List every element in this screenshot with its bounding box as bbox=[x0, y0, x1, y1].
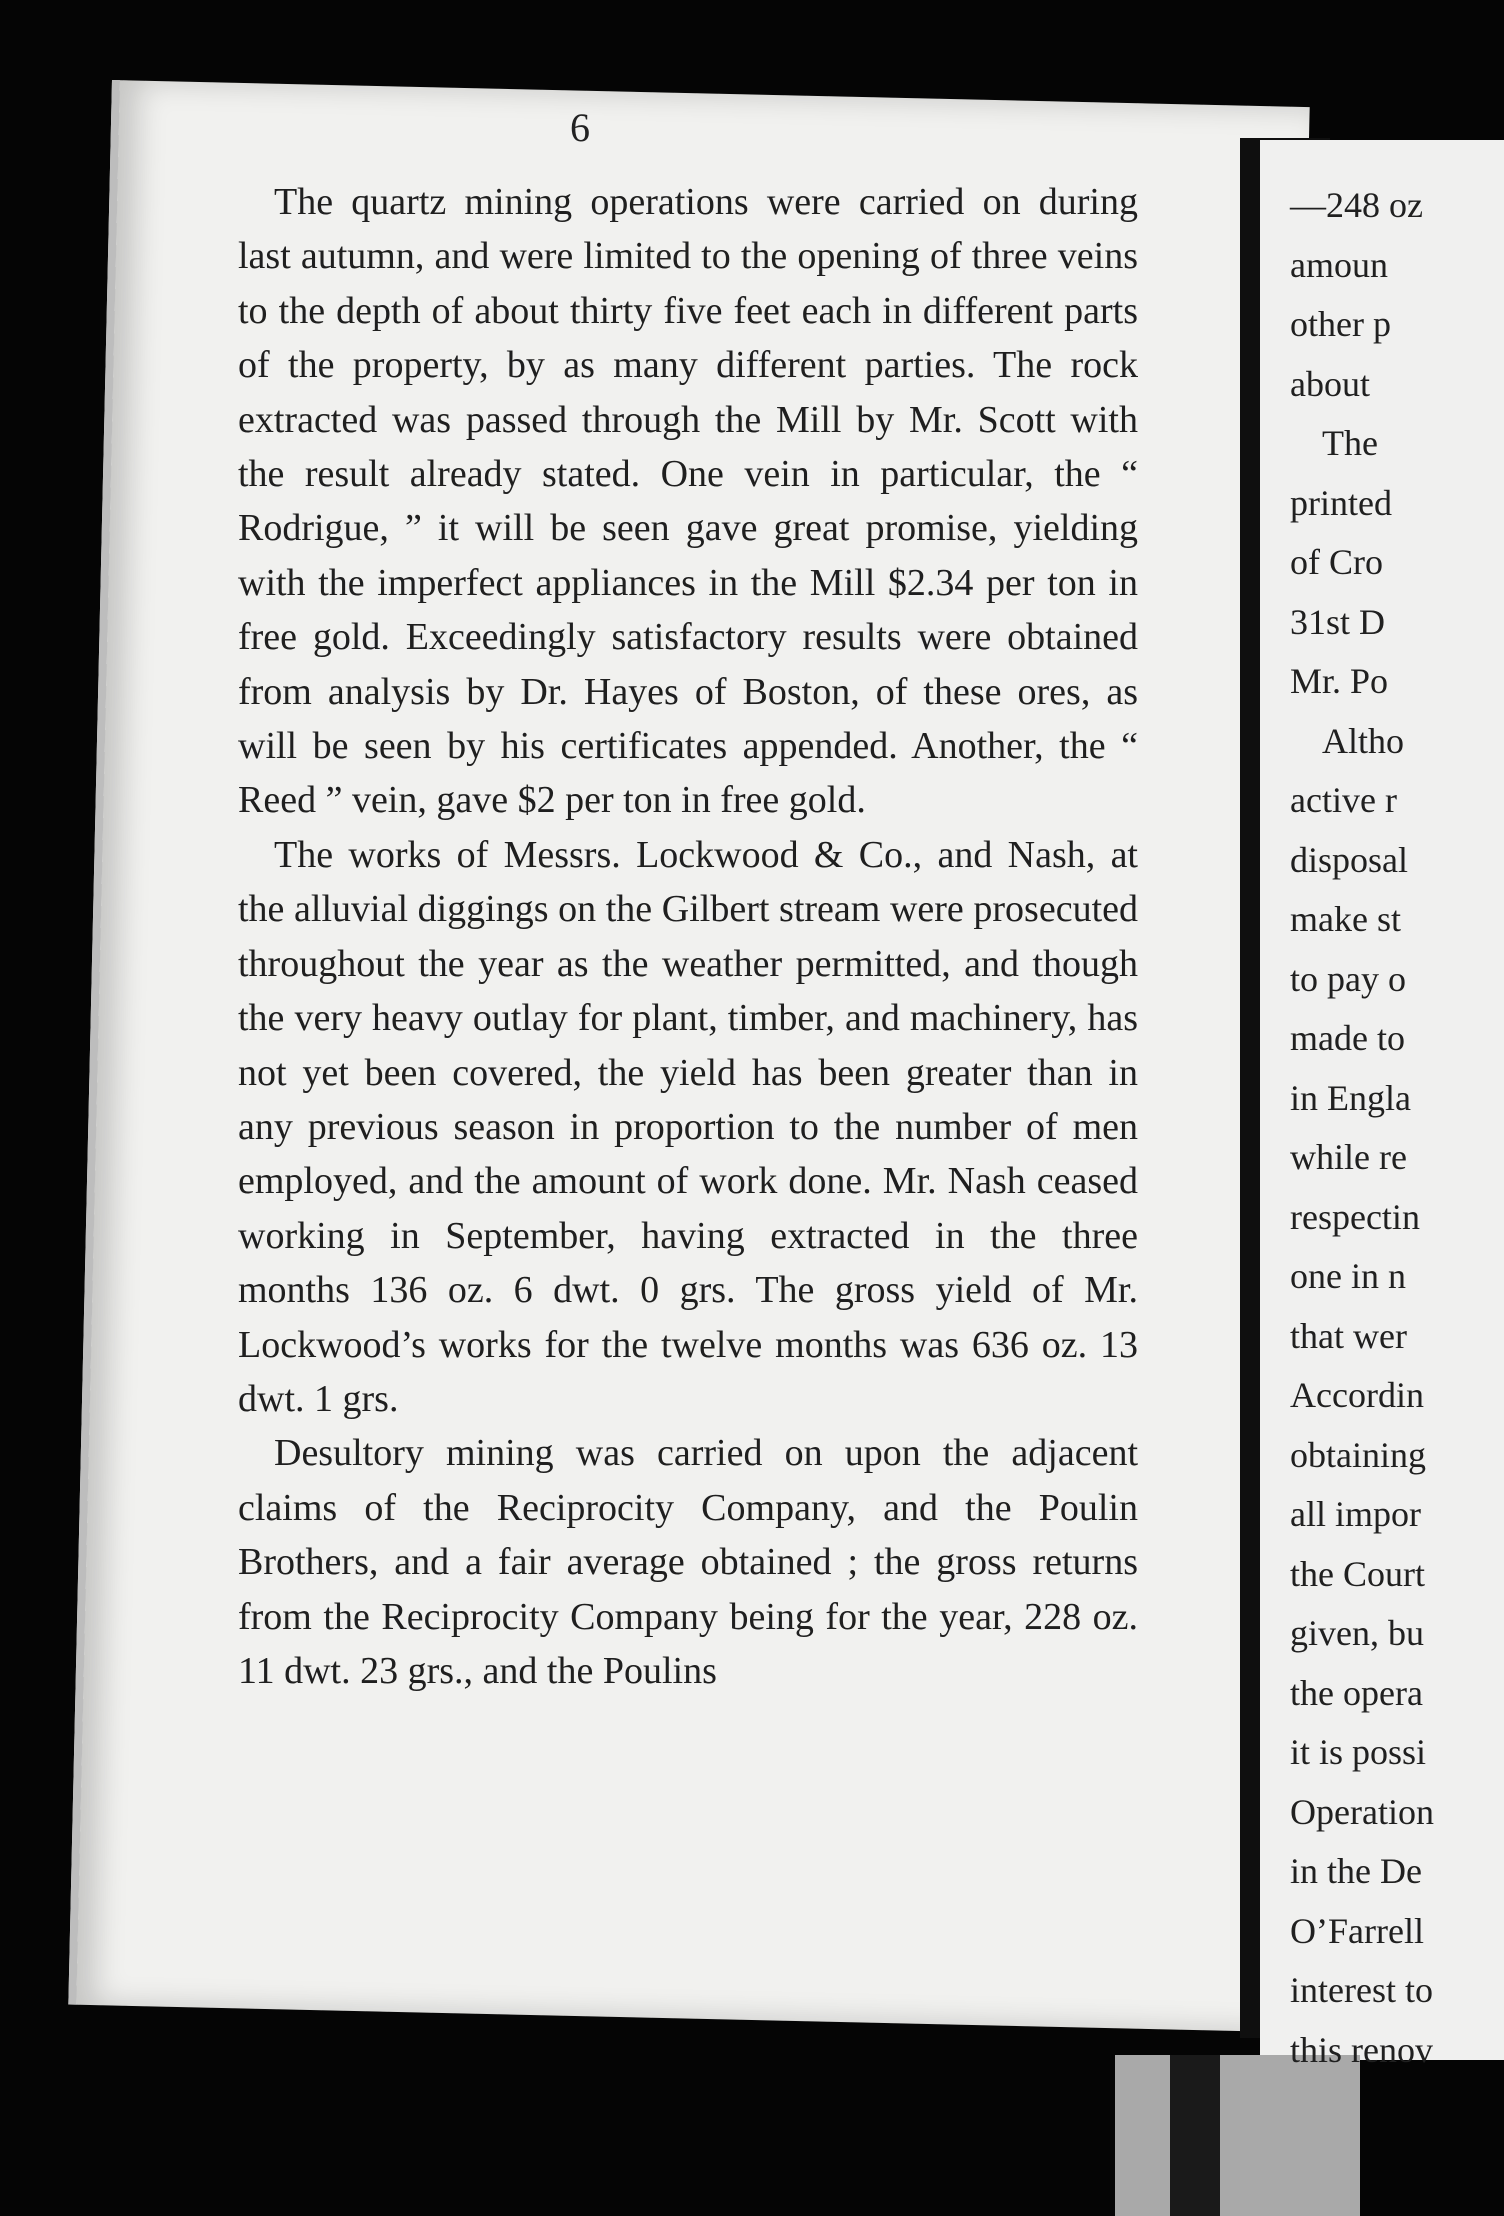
right-page-line: printed bbox=[1290, 482, 1392, 523]
right-page-line: of Cro bbox=[1290, 542, 1383, 582]
right-page-line: interest to bbox=[1290, 1970, 1433, 2010]
right-page-line: make st bbox=[1290, 899, 1401, 939]
right-page-line: disposal bbox=[1290, 839, 1409, 880]
right-page-line: —248 oz bbox=[1290, 185, 1423, 225]
right-page-line: all impor bbox=[1290, 1494, 1421, 1534]
right-page-line: 31st D bbox=[1290, 601, 1386, 642]
right-page-line: Mr. Po bbox=[1290, 661, 1389, 701]
right-page-line: Accordin bbox=[1290, 1375, 1424, 1415]
right-page-line: to pay o bbox=[1290, 958, 1406, 999]
right-page-line: in the De bbox=[1290, 1851, 1422, 1891]
right-page-line: other p bbox=[1290, 304, 1391, 344]
right-page-line: Altho bbox=[1322, 720, 1405, 761]
right-page-line: made to bbox=[1290, 1018, 1405, 1058]
right-page-line: active r bbox=[1290, 780, 1397, 820]
right-page-line: obtaining bbox=[1290, 1434, 1426, 1475]
right-page-line: this renov bbox=[1290, 2029, 1433, 2070]
paragraph-quartz-mining: The quartz mining operations were carried on during last autumn, and were limited to the opening of three veins to the depth of about thirty five feet each in different parts of the property, by as many different parties. The rock extracted was passed through the Mill by Mr. Scott with the result already stated. One vein in particular, the “ Rodrigue, ” it will be seen gave great promise, yielding with the imperfect appliances in the Mill $2.34 per ton in free gold. Exceedingly satisfactory results were obtained from analysis by Dr. Hayes of Boston, of these ores, as will be seen by his certificates appended. Another, the “ Reed ” vein, gave $2 per ton in free gold. bbox=[238, 181, 1138, 822]
right-page-line: given, bu bbox=[1290, 1613, 1424, 1653]
right-page-line: that wer bbox=[1290, 1315, 1407, 1356]
right-page-line: the Court bbox=[1290, 1553, 1425, 1594]
paragraph-alluvial-works: The works of Messrs. Lockwood & Co., and Nash, at the alluvial diggings on the Gilbert stream were prosecuted throughout the year as the weather permitted, and though the very heavy outlay for plant, timber, and machinery, has not yet been covered, the yield has been greater than in any previous season in proportion to the number of men employed, and the amount of work done. Mr. Nash ceased working in September, having extracted in the three months 136 oz. 6 dwt. 0 grs. The gross yield of Mr. Lockwood’s works for the twelve months was 636 oz. 13 dwt. 1 grs. bbox=[238, 833, 1138, 1420]
right-page-line: in Engla bbox=[1290, 1077, 1411, 1118]
right-page-line: about bbox=[1290, 363, 1370, 404]
page-number: 6 bbox=[570, 105, 590, 150]
right-page-text bbox=[1290, 176, 1500, 2080]
right-page-line: The bbox=[1322, 423, 1378, 463]
right-page-line: amoun bbox=[1290, 244, 1388, 285]
left-page-text bbox=[238, 175, 1138, 1698]
right-page-line: while re bbox=[1290, 1137, 1407, 1177]
right-page-line: it is possi bbox=[1290, 1732, 1427, 1772]
right-page-line: one in n bbox=[1290, 1256, 1406, 1296]
right-page-line: respectin bbox=[1290, 1196, 1420, 1237]
right-page-line: Operation bbox=[1290, 1791, 1434, 1832]
right-page-line: the opera bbox=[1290, 1672, 1423, 1713]
right-page-line: O’Farrell bbox=[1290, 1910, 1424, 1951]
paragraph-desultory-mining: Desultory mining was carried on upon the adjacent claims of the Reciprocity Company, and the Poulin Brothers, and a fair average obtained ; the gross returns from the Reciprocity Company being for the year, 228 oz. 11 dwt. 23 grs., and the Poulins bbox=[238, 1432, 1138, 1692]
